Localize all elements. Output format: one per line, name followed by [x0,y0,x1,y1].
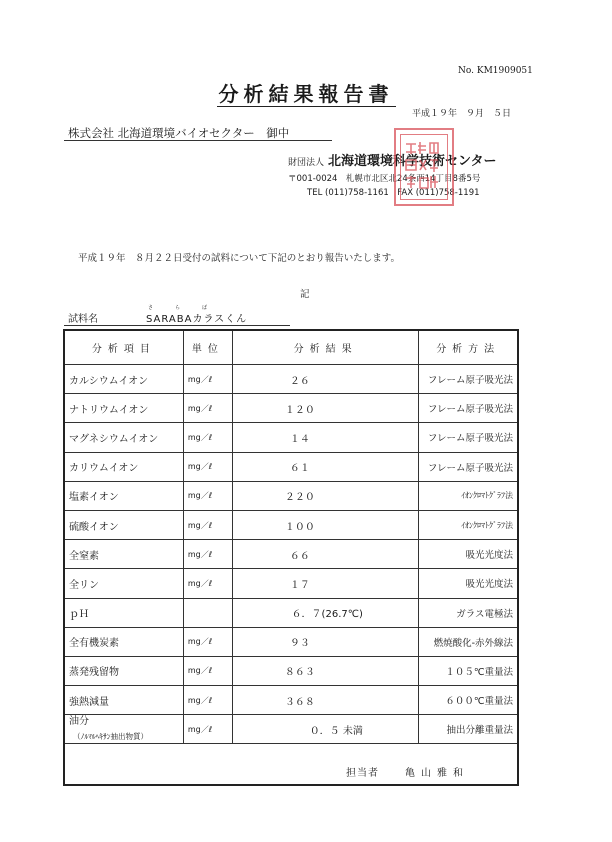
row-result [232,627,419,656]
row-item: ナトリウムイオン [64,394,183,423]
row-item-sub: （ﾉﾙﾏﾙﾍｷｻﾝ抽出物質） [73,732,148,742]
row-result-value: ８６３ [284,667,315,679]
ki-heading: 記 [300,289,310,300]
row-method: フレーム原子吸光法 [419,365,518,394]
row-method: ｲｵﾝｸﾛﾏﾄｸﾞﾗﾌ法 [419,481,518,510]
header-result: 分析結果 [232,330,419,365]
row-result [232,540,419,569]
row-method: 吸光光度法 [419,540,518,569]
table-row [64,452,518,481]
table-row [64,715,518,744]
row-item [64,715,183,744]
row-item: 全窒素 [64,540,183,569]
row-result-value: １４ [289,433,310,445]
row-unit: mg／ℓ [183,423,232,452]
row-method: フレーム原子吸光法 [419,394,518,423]
row-unit: mg／ℓ [183,627,232,656]
row-result [232,481,419,510]
intro-text: 平成１９年 ８月２２日受付の試料について下記のとおり報告いたします。 [78,253,401,264]
row-method: ｲｵﾝｸﾛﾏﾄｸﾞﾗﾌ法 [419,510,518,539]
row-method: 吸光光度法 [419,569,518,598]
header-item: 分析項目 [64,330,183,365]
row-method: 燃焼酸化-赤外線法 [419,627,518,656]
row-method: ６００℃重量法 [419,686,518,715]
sample-name-line [68,310,247,325]
row-result [232,452,419,481]
row-item: 硫酸イオン [64,510,183,539]
table-header-row [64,330,518,365]
row-item: 塩素イオン [64,481,183,510]
row-item: マグネシウムイオン [64,423,183,452]
furigana-sa: さ [148,305,154,311]
sample-label: 試料名 [68,314,98,325]
row-unit: mg／ℓ [183,481,232,510]
seal-glyph-icon [402,138,442,192]
row-unit: mg／ℓ [183,365,232,394]
row-method: 抽出分離重量法 [419,715,518,744]
report-date: 平成１９年 ９月 ５日 [412,109,512,119]
row-result-value: ２６ [289,375,310,387]
row-item: カルシウムイオン [64,365,183,394]
header-unit: 単位 [183,330,232,365]
table-row [64,510,518,539]
results-table [63,329,519,786]
row-result [232,394,419,423]
row-item: 強熱減量 [64,686,183,715]
row-result [232,365,419,394]
row-unit: mg／ℓ [183,656,232,685]
row-result-value: ６．７(26.7℃) [291,609,363,621]
row-item: ｐＨ [64,598,183,627]
table-row [64,569,518,598]
header-method: 分析方法 [419,330,518,365]
row-result [232,656,419,685]
row-item: 全リン [64,569,183,598]
row-unit [183,598,232,627]
row-unit: mg／ℓ [183,510,232,539]
row-result-value: ３６８ [284,696,315,708]
issuer-organization [288,150,497,169]
row-result-value: １２０ [284,404,315,416]
addressee-underline [64,140,332,141]
table-row [64,598,518,627]
row-item: カリウムイオン [64,452,183,481]
issuer-name: 北海道環境科学技術センター [328,154,497,169]
row-method: フレーム原子吸光法 [419,423,518,452]
row-result-value: １００ [284,521,315,533]
table-row [64,627,518,656]
signature-name: 亀山雅和 [405,768,469,779]
issuer-address: 〒001-0024 札幌市北区北24条西14丁目8番5号 [288,174,481,184]
row-result-value: ０．５ 未満 [309,725,363,737]
row-item: 蒸発残留物 [64,656,183,685]
sample-underline [64,325,290,326]
signature-block [346,764,469,779]
row-result-value: １７ [289,579,310,591]
table-row [64,365,518,394]
row-result [232,569,419,598]
table-row [64,540,518,569]
row-result-value: ６１ [289,463,310,475]
signature-label: 担当者 [346,768,379,779]
row-method: ガラス電極法 [419,598,518,627]
furigana-ra: ら [175,305,181,311]
row-result-value: ６６ [289,550,310,562]
row-method: １０５℃重量法 [419,656,518,685]
row-unit: mg／ℓ [183,452,232,481]
document-title-text: 分析結果報告書 [218,82,394,106]
row-unit: mg／ℓ [183,569,232,598]
row-result [232,423,419,452]
row-method: フレーム原子吸光法 [419,452,518,481]
row-unit: mg／ℓ [183,394,232,423]
row-result-value: ９３ [289,638,310,650]
document-title [0,78,612,107]
table-row [64,686,518,715]
row-result [232,715,419,744]
row-result [232,686,419,715]
official-seal-stamp [394,128,454,206]
issuer-phone: TEL (011)758-1161 FAX (011)758-1191 [307,188,480,198]
table-row [64,481,518,510]
table-row [64,394,518,423]
row-unit: mg／ℓ [183,686,232,715]
row-result-value: ２２０ [284,492,315,504]
row-result [232,598,419,627]
row-result [232,510,419,539]
row-item: 全有機炭素 [64,627,183,656]
table-row [64,423,518,452]
issuer-type: 財団法人 [288,158,325,168]
document-number: No. KM1909051 [458,66,533,76]
addressee: 株式会社 北海道環境バイオセクター 御中 [68,126,290,140]
row-unit: mg／ℓ [183,540,232,569]
sample-name: SARABAカラスくん [146,314,248,325]
row-unit: mg／ℓ [183,715,232,744]
furigana-ba: ば [202,305,208,311]
table-row [64,656,518,685]
row-item-main: 油分 [69,716,89,728]
